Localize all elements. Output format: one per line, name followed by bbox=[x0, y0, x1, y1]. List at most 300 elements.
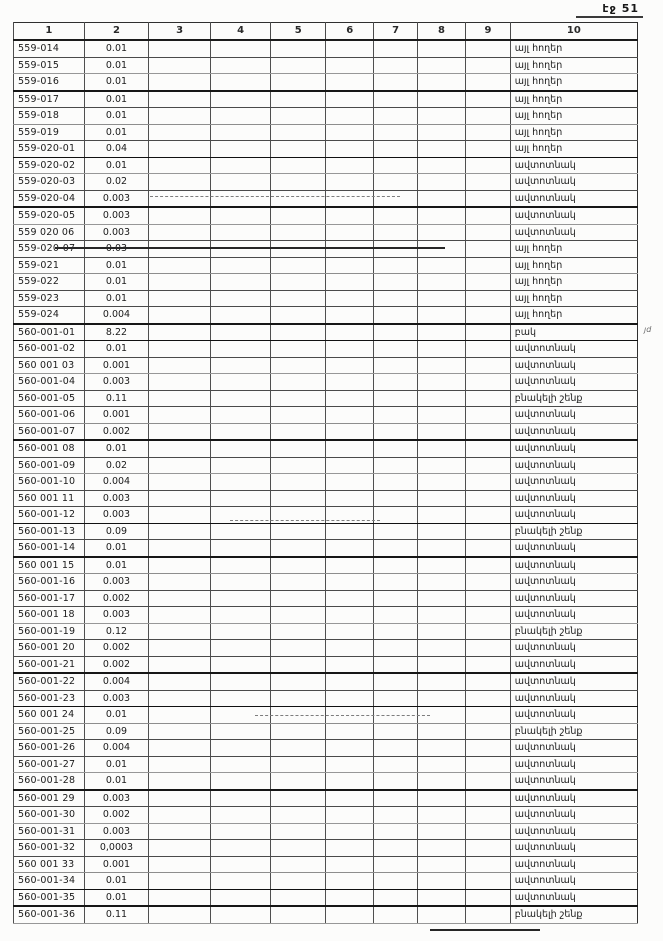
column-header: 8 bbox=[417, 23, 465, 41]
empty-cell bbox=[149, 690, 211, 707]
empty-cell bbox=[149, 590, 211, 607]
area-value-cell: 0.01 bbox=[84, 40, 149, 57]
parcel-code-cell: 559-020-04 bbox=[14, 190, 85, 207]
empty-cell bbox=[210, 790, 271, 807]
empty-cell bbox=[149, 274, 211, 291]
empty-cell bbox=[374, 656, 417, 673]
empty-cell bbox=[210, 873, 271, 890]
area-value-cell: 0.004 bbox=[84, 474, 149, 491]
empty-cell bbox=[417, 407, 465, 424]
area-value-cell: 0.11 bbox=[84, 390, 149, 407]
land-type-cell: ավտոտնակ bbox=[510, 374, 637, 391]
empty-cell bbox=[325, 607, 373, 624]
empty-cell bbox=[149, 740, 211, 757]
column-header: 4 bbox=[210, 23, 271, 41]
empty-cell bbox=[210, 40, 271, 57]
parcel-code-cell: 559-024 bbox=[14, 307, 85, 324]
empty-cell bbox=[210, 241, 271, 258]
empty-cell bbox=[149, 407, 211, 424]
empty-cell bbox=[466, 756, 510, 773]
empty-cell bbox=[325, 807, 373, 824]
empty-cell bbox=[466, 656, 510, 673]
empty-cell bbox=[149, 357, 211, 374]
empty-cell bbox=[325, 141, 373, 158]
empty-cell bbox=[271, 790, 326, 807]
scan-artifact bbox=[430, 929, 540, 931]
area-value-cell: 0.001 bbox=[84, 856, 149, 873]
empty-cell bbox=[271, 274, 326, 291]
empty-cell bbox=[271, 723, 326, 740]
area-value-cell: 0.001 bbox=[84, 407, 149, 424]
land-type-cell: ավտոտնակ bbox=[510, 873, 637, 890]
empty-cell bbox=[271, 307, 326, 324]
parcel-code-cell: 560-001-17 bbox=[14, 590, 85, 607]
area-value-cell: 0.002 bbox=[84, 590, 149, 607]
land-type-cell: ավտոտնակ bbox=[510, 840, 637, 857]
empty-cell bbox=[210, 623, 271, 640]
table-row bbox=[14, 190, 638, 207]
empty-cell bbox=[149, 640, 211, 657]
area-value-cell: 0.003 bbox=[84, 823, 149, 840]
empty-cell bbox=[417, 607, 465, 624]
parcel-code-cell: 560-001 29 bbox=[14, 790, 85, 807]
empty-cell bbox=[325, 224, 373, 241]
empty-cell bbox=[210, 507, 271, 524]
area-value-cell: 0.003 bbox=[84, 207, 149, 224]
empty-cell bbox=[417, 840, 465, 857]
area-value-cell: 0.01 bbox=[84, 873, 149, 890]
empty-cell bbox=[210, 374, 271, 391]
empty-cell bbox=[374, 207, 417, 224]
empty-cell bbox=[210, 423, 271, 440]
land-type-cell: ավտոտնակ bbox=[510, 224, 637, 241]
empty-cell bbox=[325, 257, 373, 274]
empty-cell bbox=[466, 324, 510, 341]
empty-cell bbox=[325, 341, 373, 358]
table-row bbox=[14, 374, 638, 391]
table-row bbox=[14, 790, 638, 807]
empty-cell bbox=[271, 656, 326, 673]
empty-cell bbox=[210, 840, 271, 857]
land-type-cell: ավտոտնակ bbox=[510, 640, 637, 657]
parcel-code-cell: 560-001-27 bbox=[14, 756, 85, 773]
parcel-code-cell: 560 001 11 bbox=[14, 490, 85, 507]
empty-cell bbox=[325, 357, 373, 374]
area-value-cell: 0.003 bbox=[84, 790, 149, 807]
empty-cell bbox=[271, 673, 326, 690]
table-row bbox=[14, 690, 638, 707]
empty-cell bbox=[417, 157, 465, 174]
empty-cell bbox=[271, 623, 326, 640]
empty-cell bbox=[374, 57, 417, 74]
empty-cell bbox=[374, 807, 417, 824]
empty-cell bbox=[374, 324, 417, 341]
land-type-cell: այլ հողեր bbox=[510, 257, 637, 274]
empty-cell bbox=[325, 207, 373, 224]
empty-cell bbox=[374, 274, 417, 291]
empty-cell bbox=[466, 540, 510, 557]
empty-cell bbox=[210, 457, 271, 474]
area-value-cell: 0.003 bbox=[84, 574, 149, 591]
empty-cell bbox=[466, 823, 510, 840]
empty-cell bbox=[466, 224, 510, 241]
empty-cell bbox=[466, 440, 510, 457]
empty-cell bbox=[210, 224, 271, 241]
table-row bbox=[14, 423, 638, 440]
empty-cell bbox=[374, 640, 417, 657]
empty-cell bbox=[417, 307, 465, 324]
empty-cell bbox=[210, 174, 271, 191]
empty-cell bbox=[417, 523, 465, 540]
empty-cell bbox=[149, 324, 211, 341]
empty-cell bbox=[374, 590, 417, 607]
empty-cell bbox=[210, 707, 271, 724]
land-type-cell: ավտոտնակ bbox=[510, 490, 637, 507]
parcel-code-cell: 560-001-13 bbox=[14, 523, 85, 540]
empty-cell bbox=[374, 407, 417, 424]
column-header: 7 bbox=[374, 23, 417, 41]
empty-cell bbox=[149, 174, 211, 191]
empty-cell bbox=[374, 673, 417, 690]
empty-cell bbox=[210, 91, 271, 108]
empty-cell bbox=[417, 906, 465, 923]
land-type-cell: այլ հողեր bbox=[510, 108, 637, 125]
parcel-code-cell: 560-001-34 bbox=[14, 873, 85, 890]
empty-cell bbox=[466, 740, 510, 757]
parcel-code-cell: 560-001-12 bbox=[14, 507, 85, 524]
table-row bbox=[14, 290, 638, 307]
empty-cell bbox=[466, 390, 510, 407]
empty-cell bbox=[374, 440, 417, 457]
empty-cell bbox=[325, 440, 373, 457]
area-value-cell: 0.11 bbox=[84, 906, 149, 923]
empty-cell bbox=[149, 440, 211, 457]
empty-cell bbox=[149, 457, 211, 474]
empty-cell bbox=[271, 707, 326, 724]
area-value-cell: 0.002 bbox=[84, 423, 149, 440]
empty-cell bbox=[149, 307, 211, 324]
empty-cell bbox=[149, 91, 211, 108]
table-row bbox=[14, 623, 638, 640]
empty-cell bbox=[271, 257, 326, 274]
area-value-cell: 0.004 bbox=[84, 673, 149, 690]
empty-cell bbox=[466, 856, 510, 873]
land-type-cell: ավտոտնակ bbox=[510, 474, 637, 491]
empty-cell bbox=[417, 440, 465, 457]
empty-cell bbox=[325, 407, 373, 424]
empty-cell bbox=[210, 341, 271, 358]
empty-cell bbox=[417, 590, 465, 607]
parcel-code-cell: 559-018 bbox=[14, 108, 85, 125]
area-value-cell: 0.01 bbox=[84, 290, 149, 307]
empty-cell bbox=[466, 590, 510, 607]
table-row bbox=[14, 773, 638, 790]
empty-cell bbox=[149, 157, 211, 174]
empty-cell bbox=[271, 324, 326, 341]
empty-cell bbox=[149, 723, 211, 740]
parcel-code-cell: 559-020-07 bbox=[14, 241, 85, 258]
land-type-cell: ավտոտնակ bbox=[510, 507, 637, 524]
empty-cell bbox=[271, 823, 326, 840]
empty-cell bbox=[417, 108, 465, 125]
table-row bbox=[14, 307, 638, 324]
empty-cell bbox=[374, 108, 417, 125]
empty-cell bbox=[325, 423, 373, 440]
area-value-cell: 0.01 bbox=[84, 74, 149, 91]
empty-cell bbox=[325, 540, 373, 557]
empty-cell bbox=[466, 207, 510, 224]
empty-cell bbox=[210, 557, 271, 574]
parcel-code-cell: 559-017 bbox=[14, 91, 85, 108]
table-row bbox=[14, 673, 638, 690]
empty-cell bbox=[466, 40, 510, 57]
empty-cell bbox=[271, 740, 326, 757]
empty-cell bbox=[417, 74, 465, 91]
area-value-cell: 0.09 bbox=[84, 723, 149, 740]
area-value-cell: 0.003 bbox=[84, 507, 149, 524]
empty-cell bbox=[149, 224, 211, 241]
empty-cell bbox=[325, 557, 373, 574]
column-header: 10 bbox=[510, 23, 637, 41]
empty-cell bbox=[149, 656, 211, 673]
empty-cell bbox=[466, 690, 510, 707]
empty-cell bbox=[325, 623, 373, 640]
parcel-code-cell: 560-001-19 bbox=[14, 623, 85, 640]
empty-cell bbox=[271, 423, 326, 440]
empty-cell bbox=[374, 557, 417, 574]
empty-cell bbox=[149, 241, 211, 258]
empty-cell bbox=[374, 707, 417, 724]
empty-cell bbox=[149, 807, 211, 824]
land-type-cell: այլ հողեր bbox=[510, 241, 637, 258]
empty-cell bbox=[374, 91, 417, 108]
empty-cell bbox=[417, 823, 465, 840]
parcel-code-cell: 560-001-35 bbox=[14, 889, 85, 906]
parcel-code-cell: 559-016 bbox=[14, 74, 85, 91]
area-value-cell: 0.01 bbox=[84, 124, 149, 141]
empty-cell bbox=[417, 40, 465, 57]
table-row bbox=[14, 207, 638, 224]
table-row bbox=[14, 91, 638, 108]
empty-cell bbox=[466, 607, 510, 624]
empty-cell bbox=[325, 889, 373, 906]
empty-cell bbox=[417, 423, 465, 440]
land-type-cell: ավտոտնակ bbox=[510, 341, 637, 358]
area-value-cell: 0.12 bbox=[84, 623, 149, 640]
table-row bbox=[14, 807, 638, 824]
parcel-code-cell: 560-001 08 bbox=[14, 440, 85, 457]
empty-cell bbox=[417, 341, 465, 358]
empty-cell bbox=[325, 474, 373, 491]
land-type-cell: ավտոտնակ bbox=[510, 707, 637, 724]
parcel-code-cell: 560-001-01 bbox=[14, 324, 85, 341]
empty-cell bbox=[271, 341, 326, 358]
empty-cell bbox=[417, 257, 465, 274]
empty-cell bbox=[210, 607, 271, 624]
empty-cell bbox=[325, 124, 373, 141]
empty-cell bbox=[374, 540, 417, 557]
empty-cell bbox=[325, 274, 373, 291]
empty-cell bbox=[325, 507, 373, 524]
area-value-cell: 0.01 bbox=[84, 773, 149, 790]
empty-cell bbox=[325, 290, 373, 307]
empty-cell bbox=[417, 756, 465, 773]
area-value-cell: 8.22 bbox=[84, 324, 149, 341]
empty-cell bbox=[149, 840, 211, 857]
empty-cell bbox=[271, 906, 326, 923]
empty-cell bbox=[149, 574, 211, 591]
empty-cell bbox=[374, 341, 417, 358]
empty-cell bbox=[466, 57, 510, 74]
empty-cell bbox=[325, 174, 373, 191]
area-value-cell: 0.02 bbox=[84, 174, 149, 191]
empty-cell bbox=[374, 474, 417, 491]
empty-cell bbox=[271, 640, 326, 657]
area-value-cell: 0.01 bbox=[84, 707, 149, 724]
area-value-cell: 0.01 bbox=[84, 889, 149, 906]
empty-cell bbox=[325, 91, 373, 108]
area-value-cell: 0.002 bbox=[84, 640, 149, 657]
empty-cell bbox=[271, 807, 326, 824]
empty-cell bbox=[374, 40, 417, 57]
empty-cell bbox=[466, 707, 510, 724]
area-value-cell: 0.003 bbox=[84, 690, 149, 707]
empty-cell bbox=[210, 856, 271, 873]
empty-cell bbox=[325, 40, 373, 57]
empty-cell bbox=[271, 207, 326, 224]
table-row bbox=[14, 124, 638, 141]
empty-cell bbox=[210, 640, 271, 657]
empty-cell bbox=[417, 124, 465, 141]
column-header: 5 bbox=[271, 23, 326, 41]
area-value-cell: 0.01 bbox=[84, 108, 149, 125]
land-type-cell: այլ հողեր bbox=[510, 40, 637, 57]
empty-cell bbox=[210, 590, 271, 607]
land-type-cell: բնակելի շենք bbox=[510, 390, 637, 407]
empty-cell bbox=[271, 590, 326, 607]
handwritten-margin-mark: յd bbox=[644, 325, 652, 334]
empty-cell bbox=[417, 357, 465, 374]
empty-cell bbox=[374, 457, 417, 474]
empty-cell bbox=[271, 357, 326, 374]
empty-cell bbox=[325, 307, 373, 324]
column-header: 6 bbox=[325, 23, 373, 41]
table-row bbox=[14, 324, 638, 341]
land-type-cell: ավտոտնակ bbox=[510, 207, 637, 224]
land-type-cell: բնակելի շենք bbox=[510, 523, 637, 540]
empty-cell bbox=[325, 790, 373, 807]
empty-cell bbox=[271, 574, 326, 591]
empty-cell bbox=[325, 241, 373, 258]
parcel-code-cell: 560-001 20 bbox=[14, 640, 85, 657]
empty-cell bbox=[149, 823, 211, 840]
land-type-cell: ավտոտնակ bbox=[510, 690, 637, 707]
area-value-cell: 0.003 bbox=[84, 490, 149, 507]
empty-cell bbox=[325, 873, 373, 890]
empty-cell bbox=[466, 773, 510, 790]
table-row bbox=[14, 740, 638, 757]
table-row bbox=[14, 108, 638, 125]
empty-cell bbox=[417, 574, 465, 591]
column-header: 9 bbox=[466, 23, 510, 41]
empty-cell bbox=[466, 91, 510, 108]
table-row bbox=[14, 590, 638, 607]
empty-cell bbox=[271, 690, 326, 707]
empty-cell bbox=[271, 290, 326, 307]
empty-cell bbox=[417, 224, 465, 241]
land-type-cell: բնակելի շենք bbox=[510, 623, 637, 640]
empty-cell bbox=[374, 823, 417, 840]
empty-cell bbox=[325, 906, 373, 923]
parcel-code-cell: 559 020 06 bbox=[14, 224, 85, 241]
empty-cell bbox=[210, 723, 271, 740]
parcel-code-cell: 559-015 bbox=[14, 57, 85, 74]
parcel-code-cell: 560-001-28 bbox=[14, 773, 85, 790]
empty-cell bbox=[149, 124, 211, 141]
empty-cell bbox=[149, 390, 211, 407]
empty-cell bbox=[149, 889, 211, 906]
area-value-cell: 0.09 bbox=[84, 523, 149, 540]
empty-cell bbox=[210, 324, 271, 341]
empty-cell bbox=[271, 390, 326, 407]
empty-cell bbox=[271, 457, 326, 474]
land-type-cell: ավտոտնակ bbox=[510, 656, 637, 673]
empty-cell bbox=[374, 773, 417, 790]
empty-cell bbox=[417, 474, 465, 491]
empty-cell bbox=[466, 623, 510, 640]
empty-cell bbox=[271, 756, 326, 773]
land-type-cell: ավտոտնակ bbox=[510, 889, 637, 906]
empty-cell bbox=[271, 773, 326, 790]
empty-cell bbox=[417, 490, 465, 507]
empty-cell bbox=[417, 707, 465, 724]
land-type-cell: ավտոտնակ bbox=[510, 157, 637, 174]
column-header: 1 bbox=[14, 23, 85, 41]
empty-cell bbox=[466, 341, 510, 358]
area-value-cell: 0.002 bbox=[84, 656, 149, 673]
empty-cell bbox=[417, 623, 465, 640]
empty-cell bbox=[325, 108, 373, 125]
empty-cell bbox=[417, 141, 465, 158]
empty-cell bbox=[210, 474, 271, 491]
table-row bbox=[14, 656, 638, 673]
empty-cell bbox=[417, 557, 465, 574]
area-value-cell: 0.004 bbox=[84, 307, 149, 324]
empty-cell bbox=[271, 374, 326, 391]
empty-cell bbox=[149, 423, 211, 440]
empty-cell bbox=[271, 74, 326, 91]
empty-cell bbox=[374, 607, 417, 624]
empty-cell bbox=[271, 124, 326, 141]
parcel-code-cell: 559-020-01 bbox=[14, 141, 85, 158]
empty-cell bbox=[374, 723, 417, 740]
empty-cell bbox=[210, 124, 271, 141]
empty-cell bbox=[210, 690, 271, 707]
empty-cell bbox=[271, 224, 326, 241]
empty-cell bbox=[325, 673, 373, 690]
empty-cell bbox=[271, 557, 326, 574]
empty-cell bbox=[210, 656, 271, 673]
empty-cell bbox=[149, 207, 211, 224]
land-type-cell: ավտոտնակ bbox=[510, 740, 637, 757]
empty-cell bbox=[466, 574, 510, 591]
parcel-code-cell: 559-022 bbox=[14, 274, 85, 291]
empty-cell bbox=[466, 407, 510, 424]
area-value-cell: 0.003 bbox=[84, 374, 149, 391]
table-row bbox=[14, 540, 638, 557]
empty-cell bbox=[374, 241, 417, 258]
table-row bbox=[14, 523, 638, 540]
